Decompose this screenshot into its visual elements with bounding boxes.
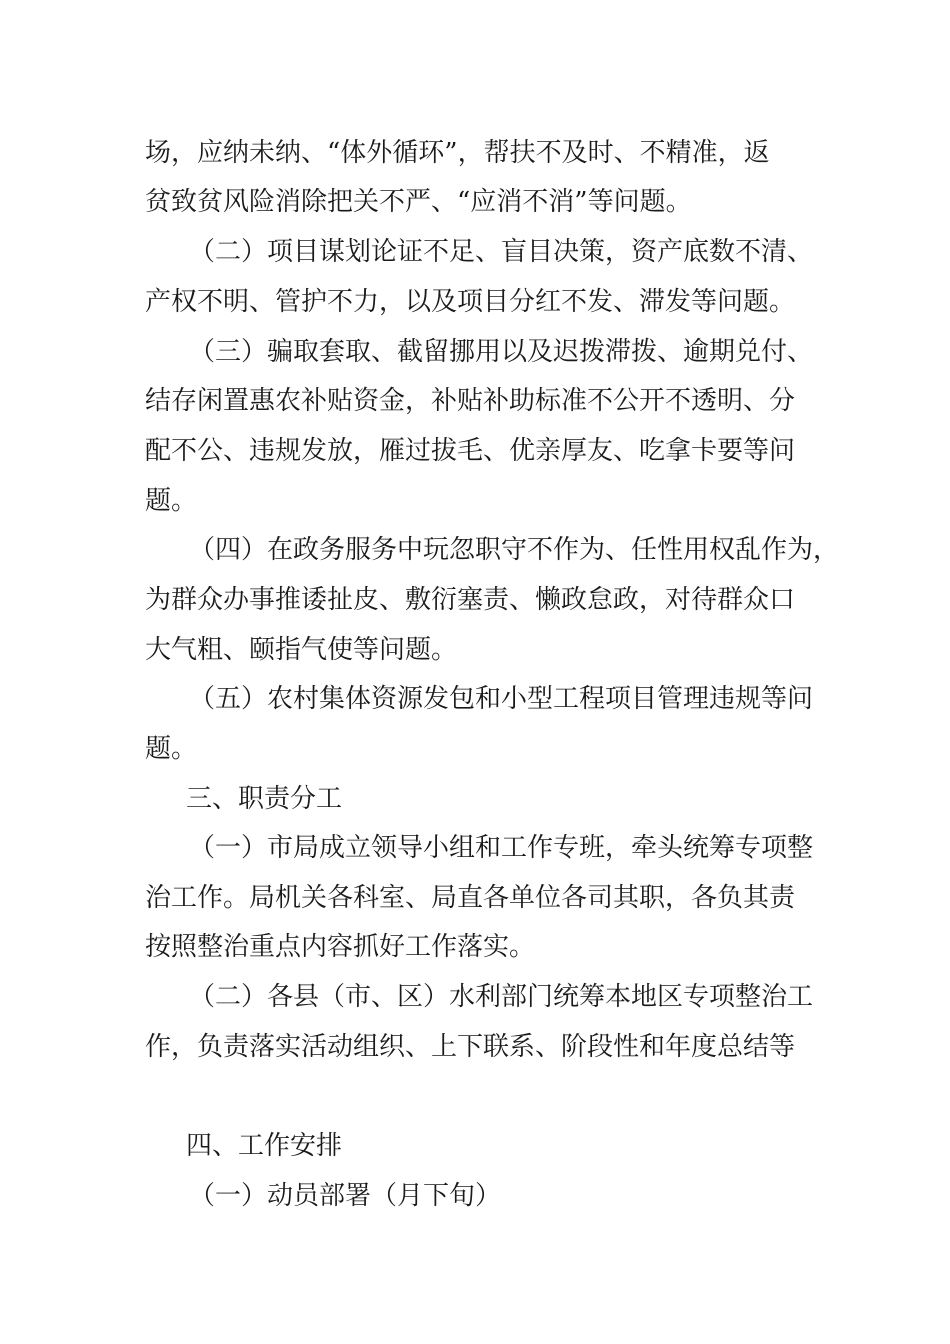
list-item-5-line: （五）农村集体资源发包和小型工程项目管理违规等问: [189, 684, 814, 714]
body-text-line: 贫致贫风险消除把关不严、“应消不消”等问题。: [145, 187, 692, 217]
list-item-1-line: （一）动员部署（月下旬）: [189, 1181, 502, 1211]
list-item-4-line: （四）在政务服务中玩忽职守不作为、任性用权乱作为，: [189, 535, 840, 565]
list-item-1-line: （一）市局成立领导小组和工作专班，牵头统筹专项整: [189, 833, 814, 863]
list-item-3-line: （三）骗取套取、截留挪用以及迟拨滞拨、逾期兑付、: [189, 337, 814, 367]
body-text-line: 为群众办事推诿扯皮、敷衍塞责、懒政怠政，对待群众口: [145, 585, 796, 615]
section-heading: 三、职责分工: [186, 784, 343, 814]
body-text-line: 治工作。局机关各科室、局直各单位各司其职，各负其责: [145, 883, 796, 913]
body-text-line: 场，应纳未纳、“体外循环”，帮扶不及时、不精准，返: [145, 138, 770, 168]
body-text-line: 题。: [145, 734, 198, 764]
body-text-line: 题。: [145, 486, 198, 516]
body-text-line: 配不公、违规发放，雁过拔毛、优亲厚友、吃拿卡要等问: [145, 436, 796, 466]
body-text-line: 大气粗、颐指气使等问题。: [145, 635, 458, 665]
section-heading: 四、工作安排: [186, 1131, 343, 1161]
body-text-line: 产权不明、管护不力，以及项目分红不发、滞发等问题。: [145, 287, 796, 317]
body-text-line: 结存闲置惠农补贴资金，补贴补助标准不公开不透明、分: [145, 386, 796, 416]
body-text-line: 作，负责落实活动组织、上下联系、阶段性和年度总结等: [145, 1032, 796, 1062]
body-text-line: 按照整治重点内容抓好工作落实。: [145, 932, 536, 962]
list-item-2-line: （二）各县（市、区）水利部门统筹本地区专项整治工: [189, 982, 814, 1012]
list-item-2-line: （二）项目谋划论证不足、盲目决策，资产底数不清、: [189, 237, 814, 267]
